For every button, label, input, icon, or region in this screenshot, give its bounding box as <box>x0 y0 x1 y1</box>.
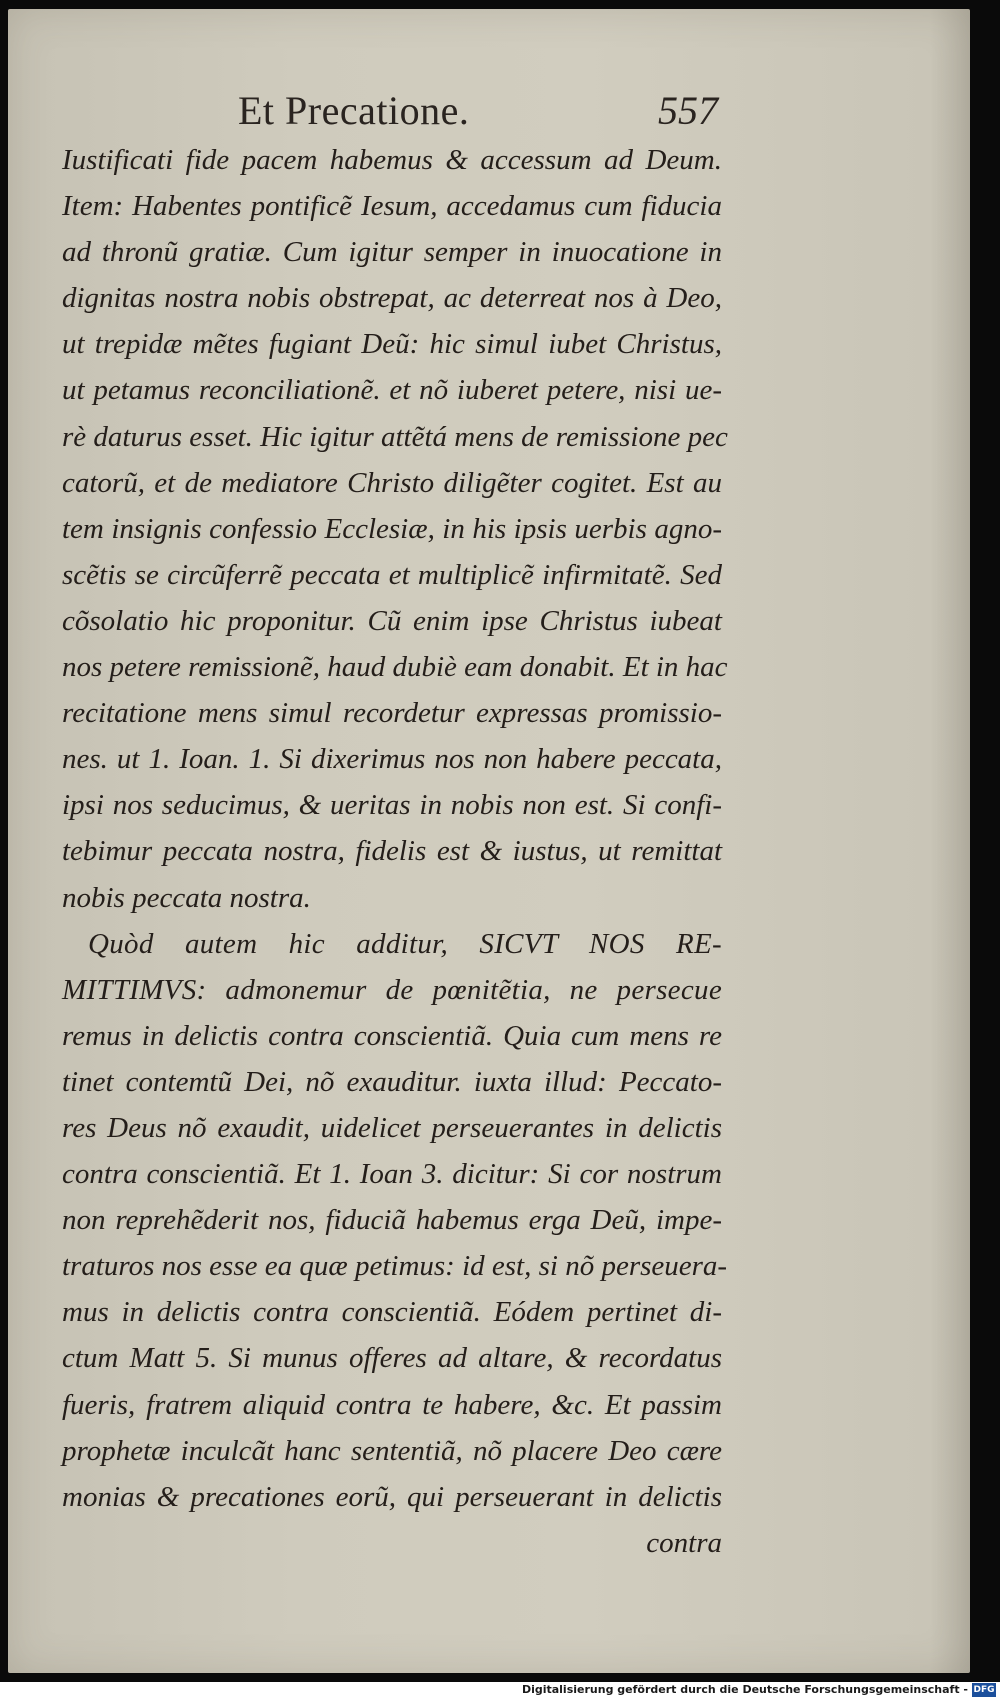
funding-credit: Digitalisierung gefördert durch die Deutsche Forschungsgemeinschaft - <box>521 1683 968 1696</box>
running-head: Et Precatione. <box>238 88 470 133</box>
text-line: contra conscientiã. Et 1. Ioan 3. dicitur: Si cor nostrum <box>62 1158 722 1191</box>
text-line: ad thronũ gratiæ. Cum igitur semper in inuocatione in <box>62 236 722 269</box>
text-line: tem insignis confessio Ecclesiæ, in his ipsis uerbis agno- <box>62 512 722 545</box>
page-number: 557 <box>658 88 718 133</box>
catchword: contra <box>646 1526 722 1559</box>
text-line: mus in delictis contra conscientiã. Eódem pertinet di- <box>62 1296 722 1329</box>
text-line: ctum Matt 5. Si munus offeres ad altare, & recordatus <box>62 1342 722 1375</box>
text-line: recitatione mens simul recordetur expressas promissio- <box>62 697 722 730</box>
main-text-block <box>62 137 728 1566</box>
text-line: non reprehẽderit nos, fiduciã habemus erga Deũ, impe- <box>62 1204 722 1237</box>
dfg-logo-icon: DFG <box>973 1685 995 1695</box>
text-line: dignitas nostra nobis obstrepat, ac deterreat nos à Deo, <box>62 282 722 315</box>
text-line: nobis peccata nostra. <box>62 881 311 914</box>
text-line: rè daturus esset. Hic igitur attẽtá mens de remissione pec <box>62 420 728 453</box>
paragraph-start-line: Quòd autem hic additur, SICVT NOS RE- <box>88 927 722 960</box>
text-line: cõsolatio hic proponitur. Cũ enim ipse Christus iubeat <box>62 604 722 637</box>
text-line: Item: Habentes pontificẽ Iesum, accedamus cum fiducia <box>62 190 722 223</box>
text-line: traturos nos esse ea quæ petimus: id est, si nõ perseuera- <box>62 1250 728 1283</box>
book-page <box>8 9 970 1673</box>
text-line: Iustificati fide pacem habemus & accessum ad Deum. <box>62 144 722 176</box>
text-line: res Deus nõ exaudit, uidelicet perseuerantes in delictis <box>62 1111 722 1144</box>
text-line: ipsi nos seducimus, & ueritas in nobis non est. Si confi- <box>62 789 722 822</box>
digitization-footer <box>0 1682 1000 1699</box>
text-line: remus in delictis contra conscientiã. Quia cum mens re <box>62 1019 722 1052</box>
text-line: nes. ut 1. Ioan. 1. Si dixerimus nos non habere peccata, <box>62 743 722 776</box>
text-line: ut petamus reconciliationẽ. et nõ iuberet petere, nisi ue- <box>62 374 722 407</box>
text-line: tinet contemtũ Dei, nõ exauditur. iuxta illud: Peccato- <box>62 1065 722 1098</box>
text-line: scẽtis se circũferrẽ peccata et multiplicẽ infirmitatẽ. Sed <box>62 558 722 591</box>
text-line: tebimur peccata nostra, fidelis est & iustus, ut remittat <box>62 835 722 868</box>
text-line: MITTIMVS: admonemur de pœnitẽtia, ne persecue <box>62 973 722 1006</box>
text-line: catorũ, et de mediatore Christo diligẽter cogitet. Est au <box>62 466 722 499</box>
text-line: monias & precationes eorũ, qui perseuerant in delictis <box>62 1480 722 1513</box>
text-line: fueris, fratrem aliquid contra te habere, &c. Et passim <box>62 1388 722 1421</box>
text-line: prophetæ inculcãt hanc sententiã, nõ placere Deo cære <box>62 1434 722 1467</box>
text-line: ut trepidæ mẽtes fugiant Deũ: hic simul iubet Christus, <box>62 328 722 361</box>
text-line: nos petere remissionẽ, haud dubiè eam donabit. Et in hac <box>62 651 728 684</box>
